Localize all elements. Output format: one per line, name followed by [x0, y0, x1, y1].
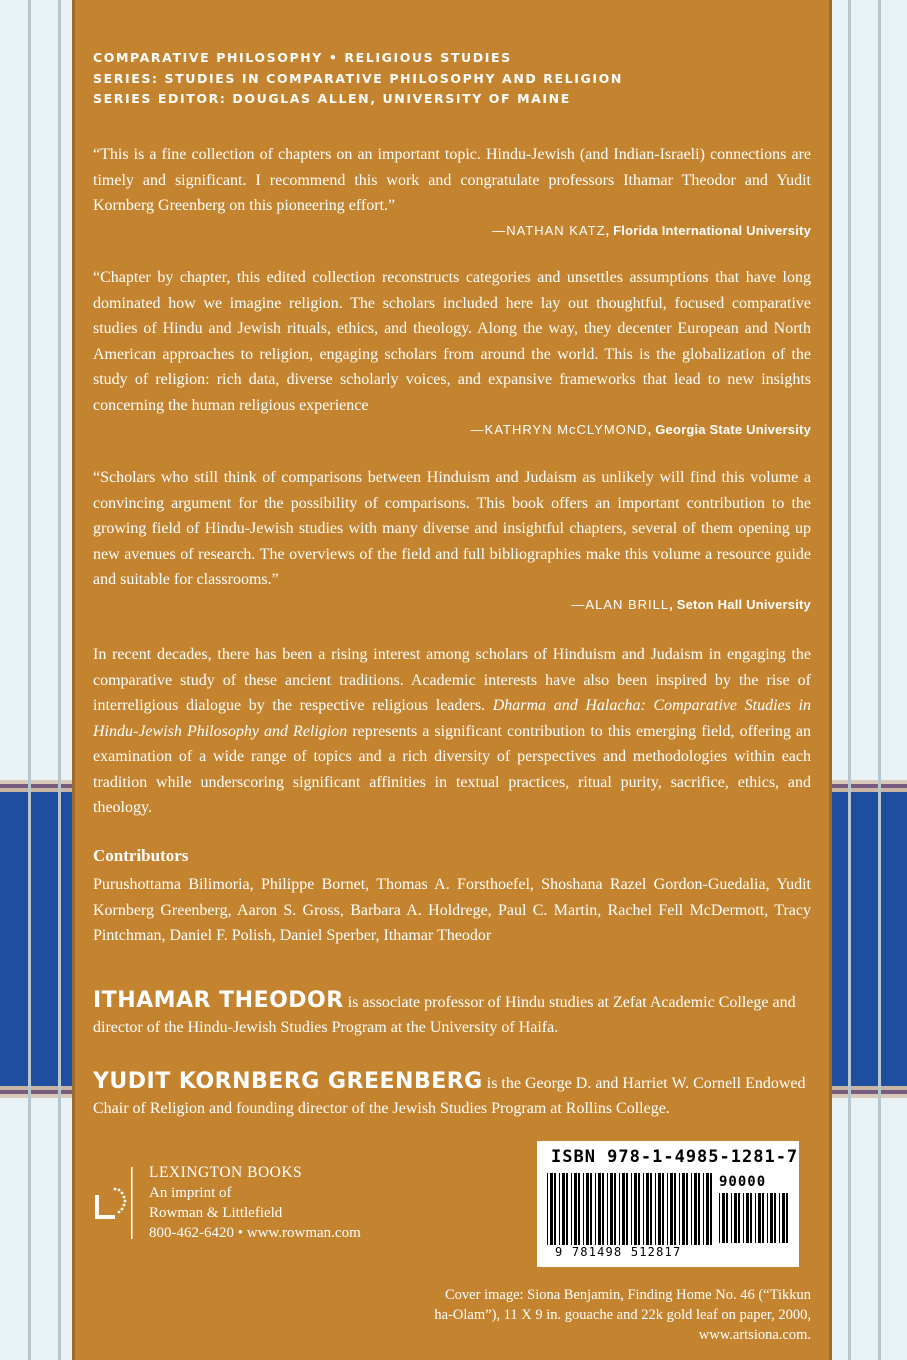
endorsement-1 — [93, 142, 811, 243]
endorsement-attribution — [93, 218, 811, 244]
endorsement-quote: “This is a fine collection of chapters on an important topic. Hindu-Jewish (and Indian-Israeli) connections are timely and significant. I recommend this work and congratulate professors Ithamar Theodor and Yudit Kornberg Greenberg on this pioneering effort.” — [93, 146, 811, 214]
endorsement-quote: “Chapter by chapter, this edited collection reconstructs categories and unsettles assumptions that have long dominated how we imagine religion. The scholars included here lay out thoughtful, focused comparative studies of Hindu and Jewish rituals, ethics, and theology. Along the way, they decenter European and North American approaches to religion, engaging scholars from around the world. This is the globalization of the study of religion: rich data, diverse scholarly voices, and expansive frameworks that lead to new insights concerning the human religious experience — [93, 269, 811, 414]
cover-image-credit: Cover image: Siona Benjamin, Finding Home No. 46 (“Tikkun ha-Olam”), 11 X 9 in. gouache and 22k gold leaf on paper, 2000, www.artsiona.com. — [434, 1287, 811, 1343]
endorser-name: —ALAN BRILL — [571, 596, 670, 612]
panel-edge-left — [72, 0, 75, 1360]
endorser-affiliation: , Florida International University — [605, 222, 811, 238]
author-name: YUDIT KORNBERG GREENBERG — [93, 1069, 483, 1094]
publisher-logo-icon — [93, 1167, 133, 1239]
publisher-name: LEXINGTON BOOKS — [149, 1164, 303, 1181]
endorsement-attribution — [93, 592, 811, 618]
publisher-imprint-line: An imprint of — [149, 1185, 232, 1201]
isbn-barcode — [537, 1141, 799, 1267]
series-name: SERIES: STUDIES IN COMPARATIVE PHILOSOPHY AND RELIGION — [93, 70, 623, 86]
frame-line-right-inner — [848, 0, 851, 1360]
endorsement-quote: “Scholars who still think of comparisons between Hinduism and Judaism as unlikely will find this volume a convincing argument for the possibility of comparisons. This book offers an important contribution to the growing field of Hindu-Jewish studies with many diverse and insightful chapters, several of them opening up new avenues of research. The overviews of the field and full bibliographies make this volume a resource guide and suitable for classrooms.” — [93, 469, 811, 588]
endorsement-2 — [93, 265, 811, 443]
frame-line-left-outer — [28, 0, 31, 1360]
panel-edge-right — [829, 0, 832, 1360]
description-text: In recent decades, there has been a rising interest among scholars of Hinduism and Judaism in engaging the comparative study of these ancient traditions. Academic interests have also been inspired by the rise of interreligious dialogue by the respective religious leaders. — [93, 646, 811, 714]
endorsement-attribution — [93, 417, 811, 443]
barcode-main-bars — [547, 1173, 713, 1245]
author-bio-2 — [93, 1069, 811, 1121]
book-description — [93, 642, 811, 821]
description-text-cont: represents a significant contribution to this emerging field, offering an examination of a wide range of topics and a rich diversity of perspectives and methodologies within each tradition while underscoring significant affinities in textual practices, ritual purity, sacrifice, ethics, and theology. — [93, 722, 812, 816]
endorsement-3 — [93, 465, 811, 617]
barcode-addon-text: 90000 — [719, 1174, 767, 1190]
author-bio-text: is associate professor of Hindu studies at Zefat Academic College and director of the Hindu-Jewish Studies Program at the University of Haifa. — [93, 994, 796, 1036]
endorser-affiliation: , Seton Hall University — [669, 596, 811, 612]
author-bio-text: is the George D. and Harriet W. Cornell Endowed Chair of Religion and founding director of the Jewish Studies Program at Rollins College. — [93, 1075, 806, 1117]
publisher-parent: Rowman & Littlefield — [149, 1205, 283, 1221]
publisher-contact: 800-462-6420 • www.rowman.com — [149, 1225, 361, 1241]
endorser-name: —KATHRYN McCLYMOND — [470, 422, 648, 437]
frame-line-right-outer — [878, 0, 881, 1360]
author-bio-1 — [93, 988, 811, 1040]
contributors-heading: Contributors — [93, 846, 189, 865]
barcode-addon-bars — [719, 1193, 791, 1259]
series-editor: SERIES EDITOR: DOUGLAS ALLEN, UNIVERSITY OF MAINE — [93, 91, 571, 106]
endorser-name: —NATHAN KATZ — [492, 222, 606, 238]
contributors-list: Purushottama Bilimoria, Philippe Bornet, Thomas A. Forsthoefel, Shoshana Razel Gordon-Guedalia, Yudit Kornberg Greenberg, Aaron S. Gross, Barbara A. Holdrege, Paul C. Martin, Rachel Fell McDermott, Tracy Pintchman, Daniel F. Polish, Daniel Sperber, Ithamar Theodor — [93, 876, 811, 944]
series-header — [93, 48, 623, 110]
author-name: ITHAMAR THEODOR — [93, 988, 344, 1013]
book-title: Dharma and Halacha: Comparative Studies in Hindu-Jewish Philosophy and Religion — [93, 697, 811, 740]
publisher-info — [149, 1163, 361, 1243]
endorser-affiliation: , Georgia State University — [647, 422, 811, 437]
frame-line-left-inner — [58, 0, 61, 1360]
barcode-digits: 9 781498 512817 — [555, 1245, 682, 1259]
isbn-text: ISBN 978-1-4985-1281-7 — [551, 1147, 799, 1167]
series-subjects: COMPARATIVE PHILOSOPHY • RELIGIOUS STUDIES — [93, 50, 512, 65]
